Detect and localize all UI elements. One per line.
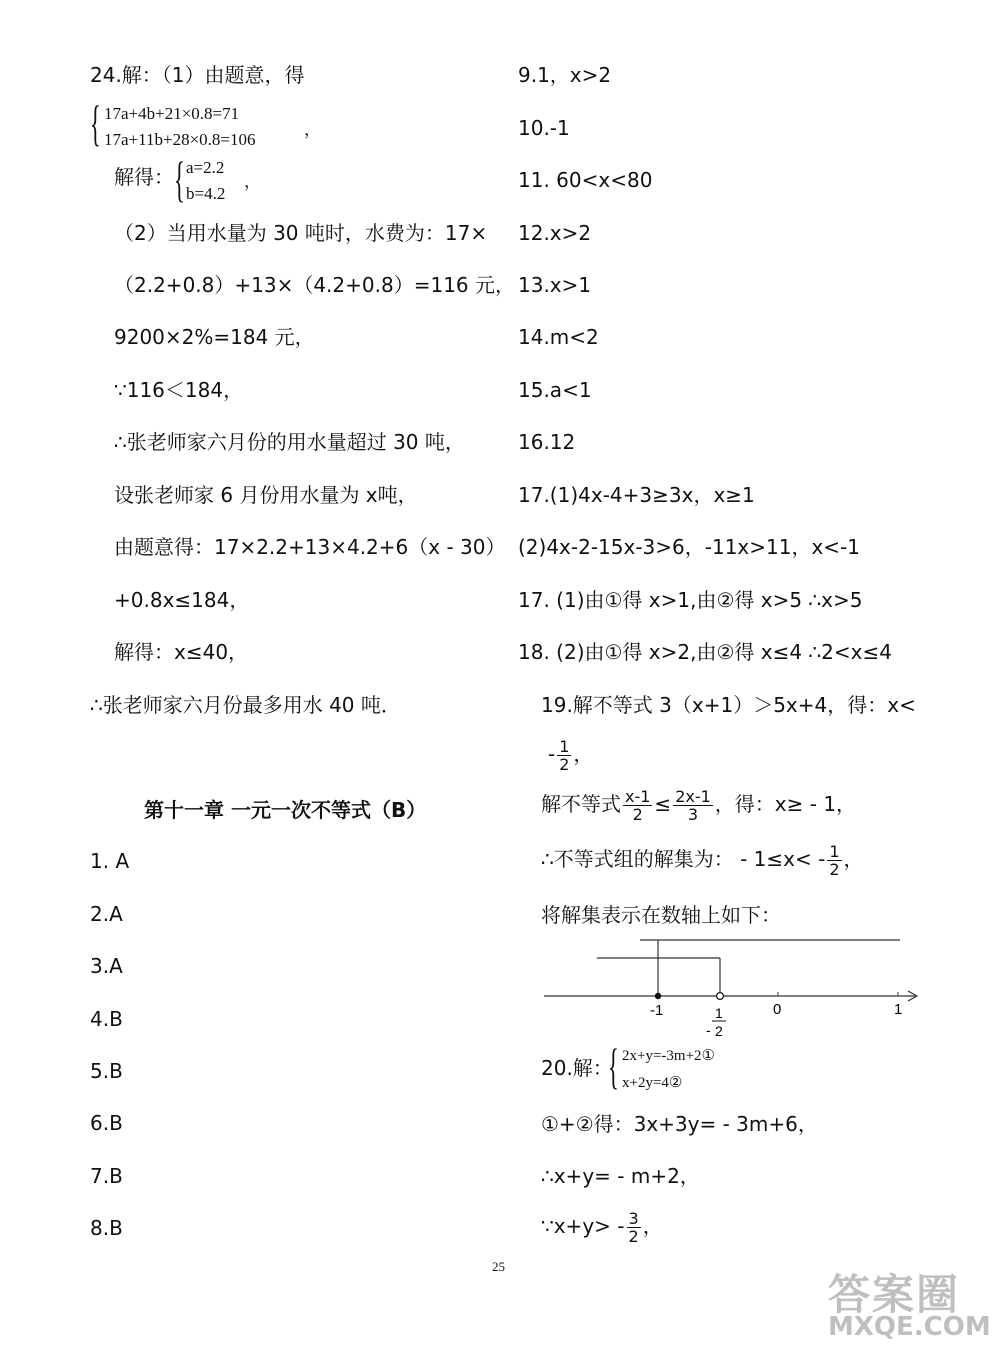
line-2h: +0.8x≤184，: [114, 588, 250, 612]
q24-heading-text: 24.解：（1）由题意，得: [90, 63, 305, 87]
line-2a: （2）当用水量为 30 吨时，水费为：17×: [114, 221, 488, 245]
answer-18: 18. (2)由①得 x>2,由②得 x≤4 ∴2<x≤4: [518, 640, 892, 664]
line-2g: 由题意得：17×2.2+13×4.2+6（x - 30）: [114, 535, 506, 559]
answer-10: 10.-1: [518, 116, 570, 140]
answer-1: 1. A: [90, 849, 130, 873]
q19-c-f1-num: x-1: [625, 787, 651, 806]
section-title: 第十一章 一元一次不等式（B）: [144, 798, 427, 822]
answer-16: 16.12: [518, 430, 576, 454]
q24-solution-brace: {: [174, 151, 185, 207]
q19-d-pre: ∴不等式组的解集为： - 1≤x< -: [541, 847, 826, 871]
q19-b-fraction: [557, 738, 571, 773]
q20-line-b: ∴x+y= - m+2，: [541, 1164, 700, 1188]
q19-c-f2-den: 3: [687, 805, 699, 824]
q20-c-num: 3: [628, 1209, 639, 1228]
q19-c-post: ，得：x≥ - 1，: [714, 792, 857, 816]
answer-12: 12.x>2: [518, 221, 592, 245]
q24-sol1: a=2.2: [186, 158, 225, 177]
label-half-num: 1: [715, 1005, 723, 1021]
q20-system-brace: {: [608, 1038, 619, 1094]
q19-b-minus: -: [548, 742, 556, 766]
answer-9: 9.1，x>2: [518, 63, 612, 87]
q20-line-c: [541, 1210, 663, 1245]
q19-line-a: 19.解不等式 3（x+1）＞5x+4，得：x<: [541, 693, 916, 717]
q24-heading: [90, 62, 305, 88]
q19-b-den: 2: [559, 755, 570, 774]
q24-eq-comma: ，: [304, 120, 321, 139]
q24-system-brace: {: [90, 95, 101, 151]
answer-17b: 17. (1)由①得 x>1,由②得 x>5 ∴x>5: [518, 588, 863, 612]
page-number: 25: [492, 1259, 505, 1274]
line-2j: ∴张老师家六月份最多用水 40 吨．: [90, 693, 401, 717]
q19-line-c: [541, 788, 856, 823]
watermark-domain: MXQE.COM: [828, 1312, 991, 1342]
open-point-minus-half: [717, 993, 724, 1000]
q24-sol2: b=4.2: [186, 184, 226, 203]
q19-d-num: 1: [829, 842, 840, 861]
answer-8: 8.B: [90, 1216, 123, 1240]
q20-eq2: x+2y=4②: [622, 1075, 683, 1091]
q24-solved-label: 解得：: [114, 165, 174, 189]
q19-d-den: 2: [829, 860, 840, 879]
answer-2: 2.A: [90, 902, 123, 926]
q20-eq1: 2x+y=-3m+2①: [622, 1048, 715, 1064]
label-half-minus: -: [706, 1022, 711, 1038]
answer-13: 13.x>1: [518, 273, 592, 297]
closed-point-minus-one: [655, 993, 661, 999]
q19-c-le: ≤: [654, 792, 672, 816]
watermark-logo: 答案圈: [828, 1270, 961, 1319]
answer-3: 3.A: [90, 954, 123, 978]
q20-c-fraction: [627, 1210, 641, 1245]
line-2i: 解得：x≤40，: [114, 640, 249, 664]
q24-eq1: 17a+4b+21×0.8=71: [104, 104, 240, 123]
q19-b-num: 1: [559, 737, 570, 756]
number-line-diagram: [540, 930, 930, 1050]
q19-c-f1-den: 2: [632, 805, 643, 824]
answer-6: 6.B: [90, 1111, 123, 1135]
line-2c: 9200×2%=184 元，: [114, 325, 315, 349]
answer-7: 7.B: [90, 1164, 123, 1188]
q20-line-a: ①+②得：3x+3y= - 3m+6，: [541, 1112, 818, 1136]
q20-c-pre: ∵x+y> -: [541, 1214, 625, 1238]
line-2b: （2.2+0.8）+13×（4.2+0.8）=116 元，: [114, 273, 515, 297]
q24-eq2: 17a+11b+28×0.8=106: [104, 130, 256, 149]
q19-c-f2-num: 2x-1: [675, 787, 711, 806]
line-2f: 设张老师家 6 月份用水量为 x吨，: [114, 483, 418, 507]
answer-4: 4.B: [90, 1007, 123, 1031]
q24-sol-comma: ，: [244, 172, 261, 191]
q19-c-pre: 解不等式: [541, 792, 621, 816]
q19-c-fraction1: [623, 788, 652, 823]
q19-line-d: [541, 843, 864, 878]
label-zero: 0: [773, 1001, 782, 1018]
answer-5: 5.B: [90, 1059, 123, 1083]
answer-17-1: 17.(1)4x-4+3≥3x，x≥1: [518, 483, 755, 507]
q19-d-tail: ，: [843, 847, 864, 871]
answer-14: 14.m<2: [518, 325, 599, 349]
label-half-den: 2: [715, 1023, 723, 1039]
answer-17-2: (2)4x-2-15x-3>6，-11x>11，x<-1: [518, 535, 861, 559]
q19-line-e: 将解集表示在数轴上如下：: [541, 903, 781, 927]
q19-b-tail: ，: [573, 742, 594, 766]
q20-c-tail: ，: [642, 1214, 663, 1238]
answer-11: 11. 60<x<80: [518, 168, 653, 192]
q19-line-b: [548, 738, 593, 773]
answer-15: 15.a<1: [518, 378, 592, 402]
q19-d-fraction: [827, 843, 841, 878]
line-2e: ∴张老师家六月份的用水量超过 30 吨，: [114, 430, 465, 454]
q19-c-fraction2: [673, 788, 713, 823]
q20-label: 20.解：: [541, 1056, 613, 1080]
line-2d: ∵116＜184，: [114, 378, 244, 402]
label-one: 1: [894, 1001, 903, 1018]
q20-c-den: 2: [628, 1227, 639, 1246]
label-minus-one: -1: [650, 1002, 664, 1019]
